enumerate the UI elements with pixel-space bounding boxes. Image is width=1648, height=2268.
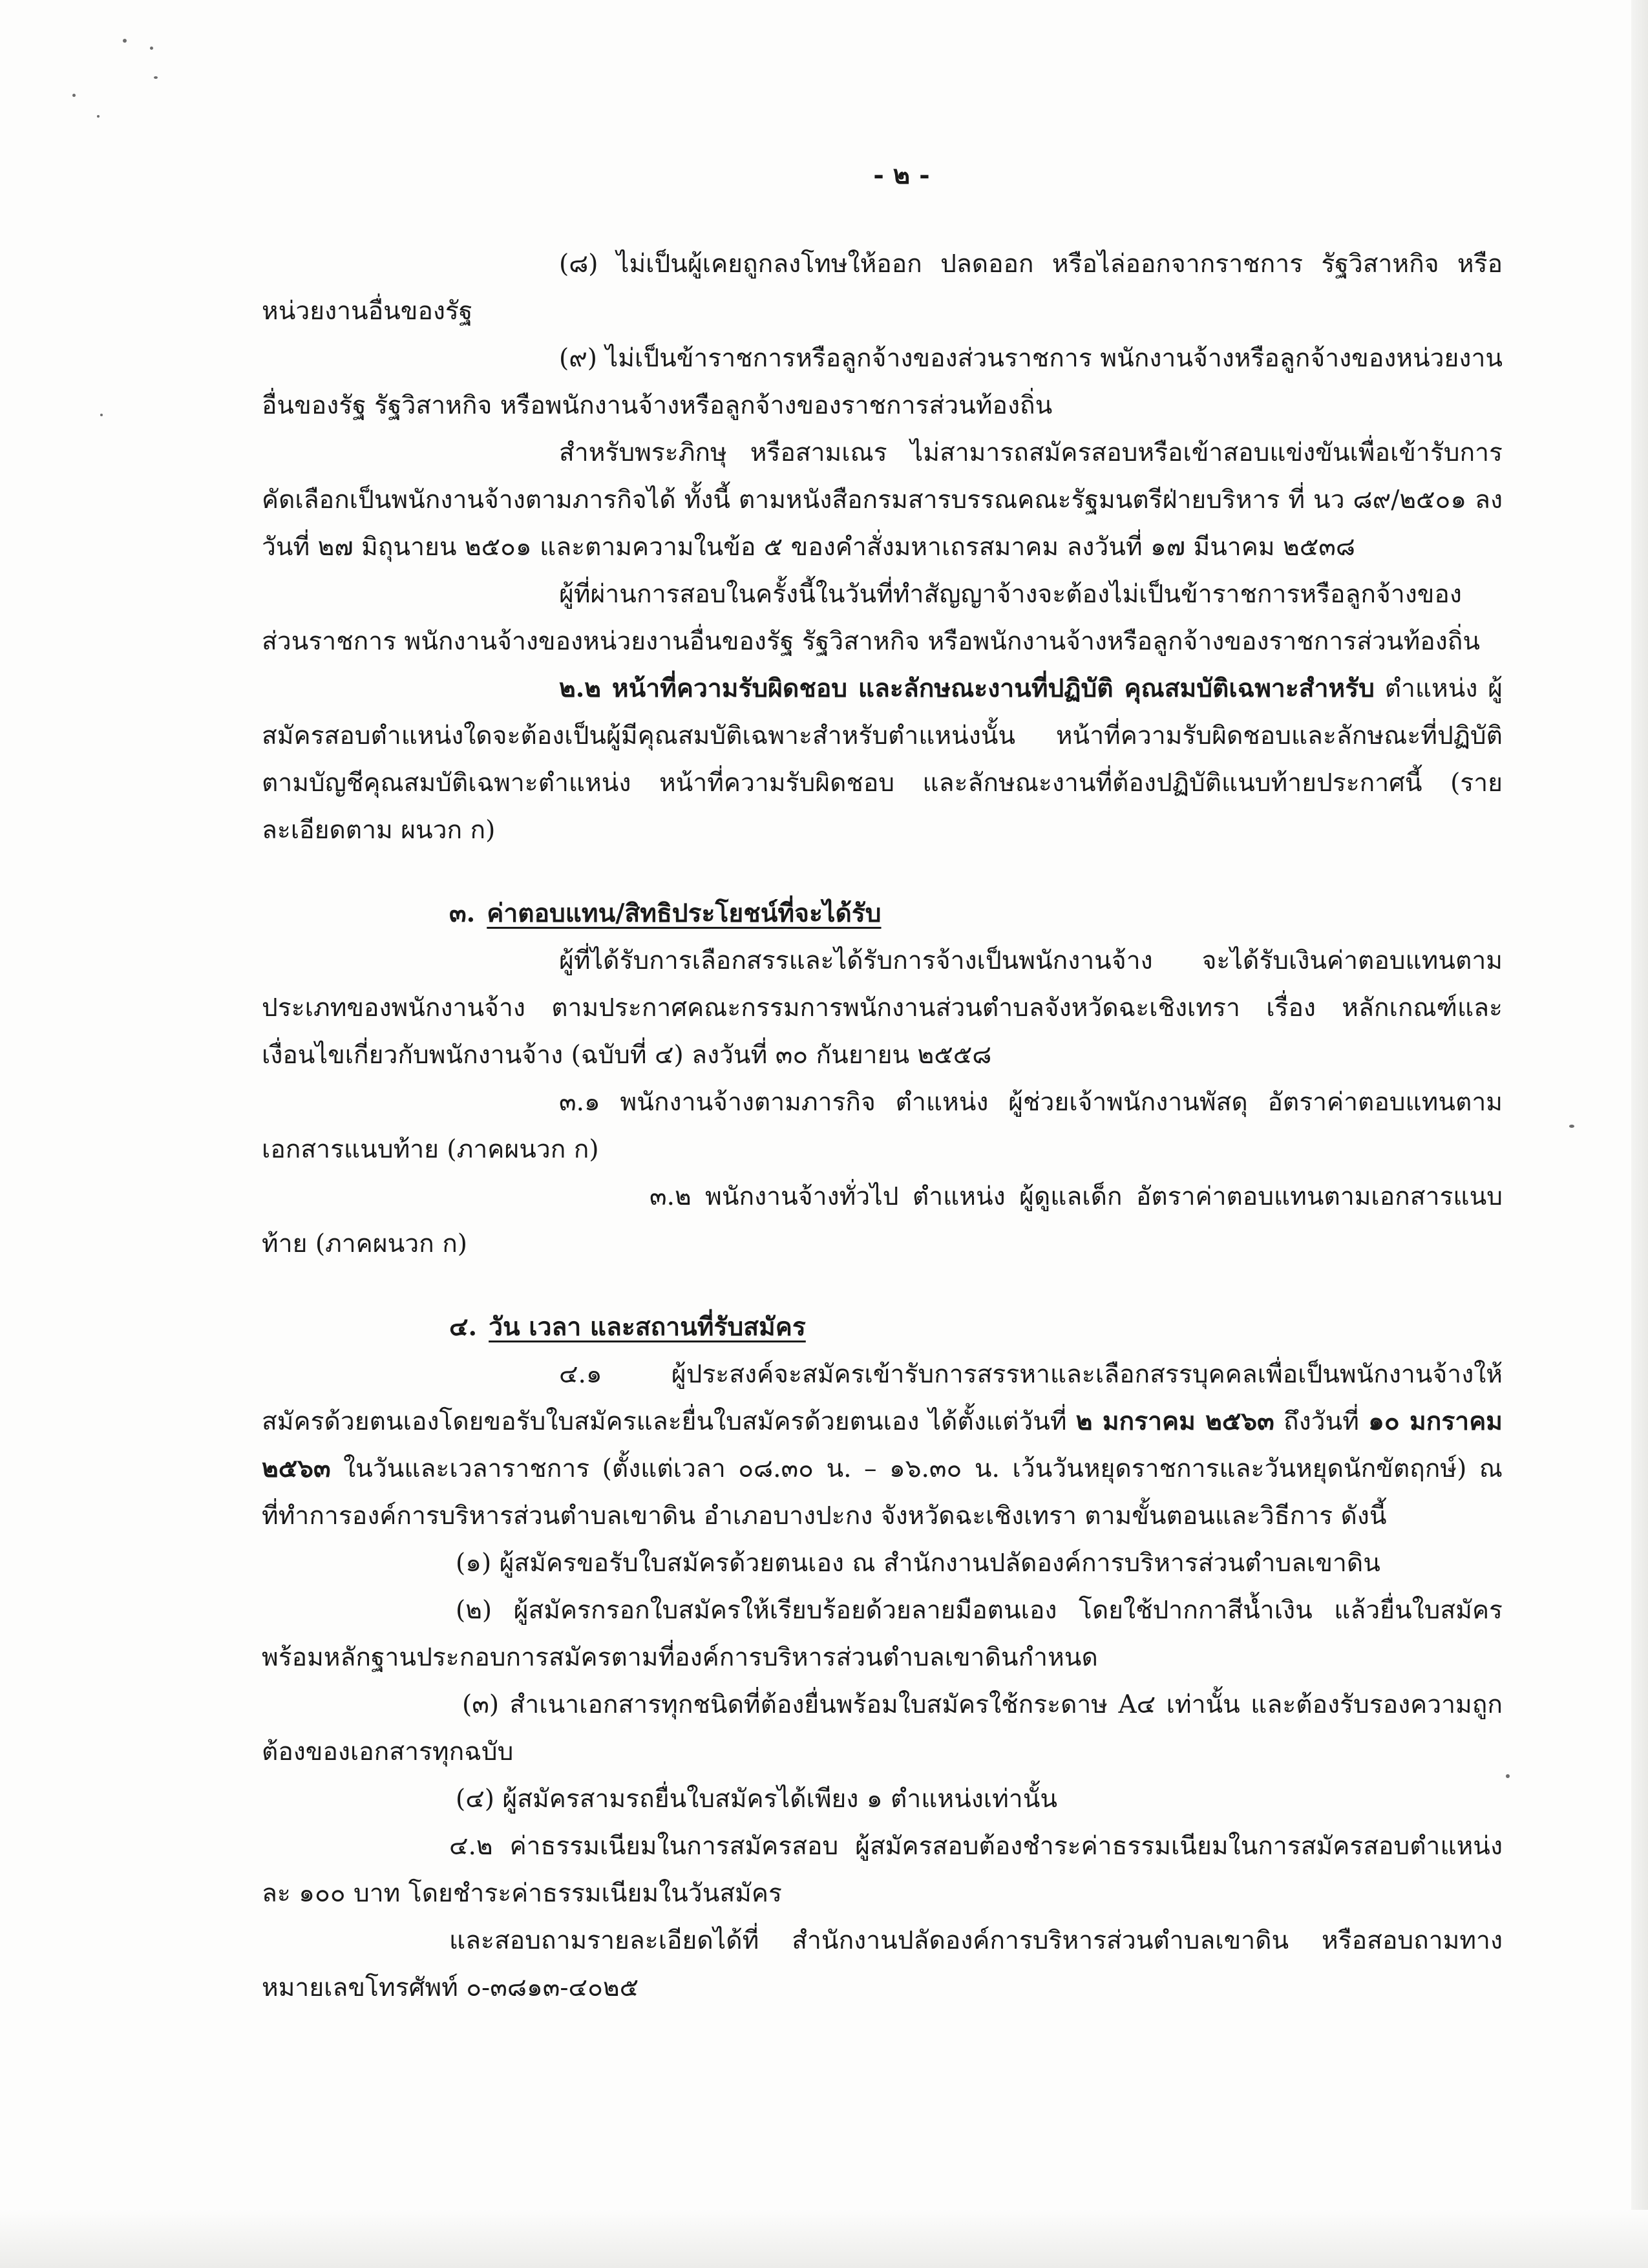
scan-speck xyxy=(1569,1125,1574,1128)
scan-speck xyxy=(97,115,100,118)
scan-speck xyxy=(100,414,103,416)
scan-edge-bottom xyxy=(0,2210,1648,2268)
passed-candidate-condition: ผู้ที่ผ่านการสอบในครั้งนี้ในวันที่ทำสัญญาจ้างจะต้องไม่เป็นข้าราชการหรือลูกจ้างของส่วนราชการ พนักงานจ้างของหน่วยงานอื่นของรัฐ รัฐวิสาหกิจ หรือพนักงานจ้างหรือลูกจ้างของราชการส่วนท้องถิ่น xyxy=(262,580,1481,656)
section-2-2 xyxy=(262,665,1503,854)
application-step-2: (๒) ผู้สมัครกรอกใบสมัครให้เรียบร้อยด้วยลายมือตนเอง โดยใช้ปากกาสีน้ำเงิน แล้วยื่นใบสมัครพร้อมหลักฐานประกอบการสมัครตามที่องค์การบริหารส่วนตำบลเขาดินกำหนด xyxy=(262,1596,1503,1672)
application-step-4: (๔) ผู้สมัครสามรถยื่นใบสมัครได้เพียง ๑ ตำแหน่งเท่านั้น xyxy=(456,1785,1058,1814)
spacer xyxy=(262,1267,1503,1304)
scan-speck xyxy=(123,39,127,43)
scan-speck xyxy=(150,47,153,50)
scan-speck xyxy=(1506,1774,1510,1778)
date-from: ๒ มกราคม ๒๕๖๓ xyxy=(1075,1406,1274,1436)
section-4-2: ๔.๒ ค่าธรรมเนียมในการสมัครสอบ ผู้สมัครสอบต้องชำระค่าธรรมเนียมในการสมัครสอบตำแหน่งละ ๑๐๐ บาท โดยชำระค่าธรรมเนียมในวันสมัคร xyxy=(262,1832,1503,1908)
page-number: - ๒ - xyxy=(873,160,930,190)
until-word: ถึงวันที่ xyxy=(1284,1407,1359,1436)
section-3-heading xyxy=(262,890,1503,937)
spacer xyxy=(262,854,1503,890)
section-2-2-text: ตำแหน่ง ผู้สมัครสอบตำแหน่งใดจะต้องเป็นผู้มีคุณสมบัติเฉพาะสำหรับตำแหน่งนั้น หน้าที่ความรับผิดชอบและลักษณะที่ปฏิบัติตามบัญชีคุณสมบัติเฉพาะตำแหน่ง หน้าที่ความรับผิดชอบ และลักษณะงานที่ต้องปฏิบัติแนบท้ายประกาศนี้ (รายละเอียดตาม ผนวก ก) xyxy=(262,674,1503,845)
section-3-1: ๓.๑ พนักงานจ้างตามภารกิจ ตำแหน่ง ผู้ช่วยเจ้าพนักงานพัสดุ อัตราค่าตอบแทนตามเอกสารแนบท้าย (ภาคผนวก ก) xyxy=(262,1088,1503,1164)
section-2-2-lead: ๒.๒ หน้าที่ความรับผิดชอบ และลักษณะงานที่ปฏิบัติ คุณสมบัติเฉพาะสำหรับ xyxy=(559,673,1375,703)
qualification-8: (๘) ไม่เป็นผู้เคยถูกลงโทษให้ออก ปลดออก หรือไล่ออกจากราชการ รัฐวิสาหกิจ หรือหน่วยงานอื่นของรัฐ xyxy=(262,249,1503,326)
section-3-2: ๓.๒ พนักงานจ้างทั่วไป ตำแหน่ง ผู้ดูแลเด็ก อัตราค่าตอบแทนตามเอกสารแนบท้าย (ภาคผนวก ก) xyxy=(262,1182,1503,1258)
scan-edge-right xyxy=(1631,0,1648,2268)
section-4-number: ๔. xyxy=(449,1312,478,1342)
contact-info: และสอบถามรายละเอียดได้ที่ สำนักงานปลัดองค์การบริหารส่วนตำบลเขาดิน หรือสอบถามทางหมายเลขโทรศัพท์ ๐-๓๘๑๓-๔๐๒๕ xyxy=(262,1926,1503,2002)
section-3-intro: ผู้ที่ได้รับการเลือกสรรและได้รับการจ้างเป็นพนักงานจ้าง จะได้รับเงินค่าตอบแทนตามประเภทของพนักงานจ้าง ตามประกาศคณะกรรมการพนักงานส่วนตำบลจังหวัดฉะเชิงเทรา เรื่อง หลักเกณฑ์และเงื่อนไขเกี่ยวกับพนักงานจ้าง (ฉบับที่ ๔) ลงวันที่ ๓๐ กันยายน ๒๕๕๘ xyxy=(262,946,1503,1070)
document-body xyxy=(262,240,1503,2011)
section-4-title: วัน เวลา และสถานที่รับสมัคร xyxy=(489,1312,806,1342)
section-3-number: ๓. xyxy=(449,898,476,928)
date-to: ๑๐ มกราคม ๒๕๖๓ xyxy=(262,1406,1503,1483)
section-4-1-text-b: ในวันและเวลาราชการ (ตั้งแต่เวลา ๐๘.๓๐ น. – ๑๖.๓๐ น. เว้นวันหยุดราชการและวันหยุดนักขัตฤกษ์) ณ ที่ทำการองค์การบริหารส่วนตำบลเขาดิน อำเภอบางปะกง จังหวัดฉะเชิงเทรา ตามขั้นตอนและวิธีการ ดังนี้ xyxy=(262,1454,1503,1531)
section-4-1 xyxy=(262,1351,1503,1540)
qualification-9: (๙) ไม่เป็นข้าราชการหรือลูกจ้างของส่วนราชการ พนักงานจ้างหรือลูกจ้างของหน่วยงานอื่นของรัฐ รัฐวิสาหกิจ หรือพนักงานจ้างหรือลูกจ้างของราชการส่วนท้องถิ่น xyxy=(262,344,1503,420)
section-4-1-text-a: ๔.๑ ผู้ประสงค์จะสมัครเข้ารับการสรรหาและเลือกสรรบุคคลเพื่อเป็นพนักงานจ้างให้สมัครด้วยตนเองโดยขอรับใบสมัครและยื่นใบสมัครด้วยตนเอง ได้ตั้งแต่วันที่ xyxy=(262,1360,1503,1436)
scan-speck xyxy=(154,76,158,79)
section-3-title: ค่าตอบแทน/สิทธิประโยชน์ที่จะได้รับ xyxy=(487,898,882,928)
section-4-heading xyxy=(262,1304,1503,1351)
monk-restriction: สำหรับพระภิกษุ หรือสามเณร ไม่สามารถสมัครสอบหรือเข้าสอบแข่งขันเพื่อเข้ารับการคัดเลือกเป็นพนักงานจ้างตามภารกิจได้ ทั้งนี้ ตามหนังสือกรมสารบรรณคณะรัฐมนตรีฝ่ายบริหาร ที่ นว ๘๙/๒๕๐๑ ลงวันที่ ๒๗ มิถุนายน ๒๕๐๑ และตามความในข้อ ๕ ของคำสั่งมหาเถรสมาคม ลงวันที่ ๑๗ มีนาคม ๒๕๓๘ xyxy=(262,438,1503,562)
application-step-1: (๑) ผู้สมัครขอรับใบสมัครด้วยตนเอง ณ สำนักงานปลัดองค์การบริหารส่วนตำบลเขาดิน xyxy=(456,1549,1380,1578)
application-step-3: (๓) สำเนาเอกสารทุกชนิดที่ต้องยื่นพร้อมใบสมัครใช้กระดาษ A๔ เท่านั้น และต้องรับรองความถูกต้องของเอกสารทุกฉบับ xyxy=(262,1690,1503,1766)
scan-speck xyxy=(72,94,76,97)
